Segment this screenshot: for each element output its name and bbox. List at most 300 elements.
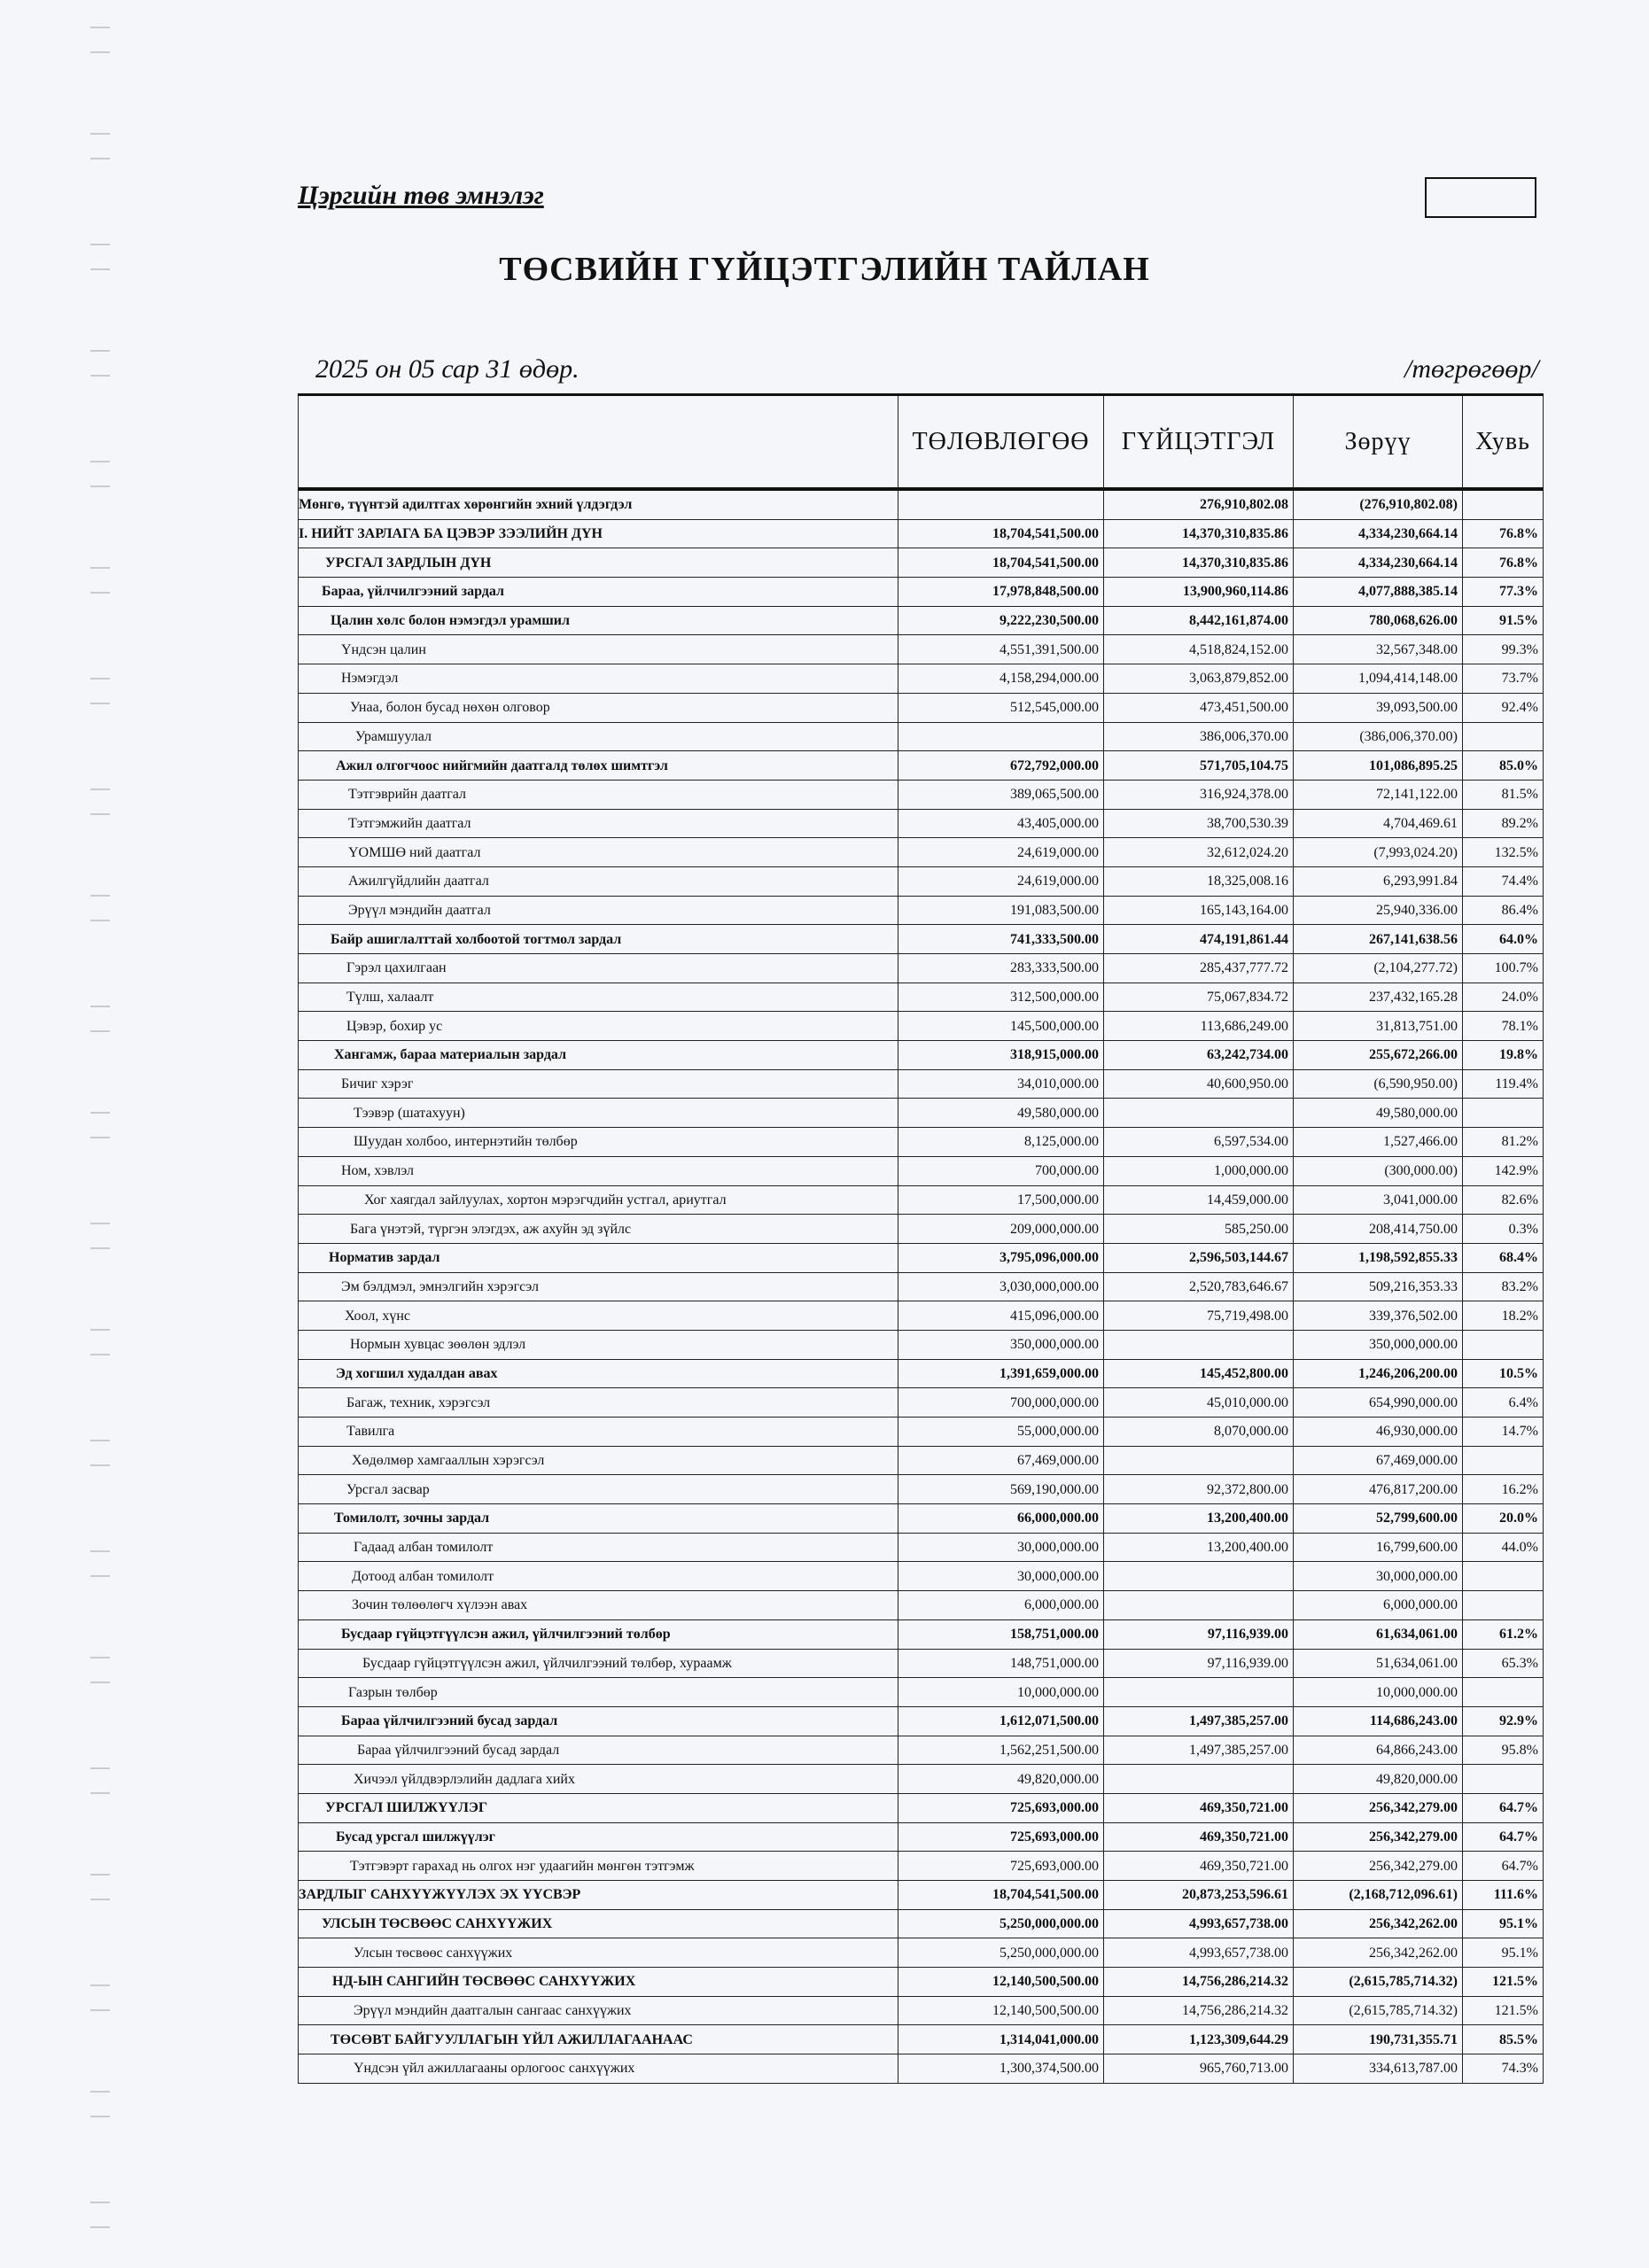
- row-plan: 415,096,000.00: [898, 1301, 1104, 1331]
- punch-mark: [90, 350, 110, 377]
- row-plan: 1,391,659,000.00: [898, 1359, 1104, 1388]
- row-plan: 3,030,000,000.00: [898, 1272, 1104, 1301]
- table-row: [299, 1822, 1544, 1852]
- punch-mark: [90, 1767, 110, 1794]
- row-difference: 4,704,469.61: [1294, 809, 1463, 838]
- row-plan: 30,000,000.00: [898, 1533, 1104, 1562]
- row-label: Тэтгэмжийн даатгал: [299, 809, 898, 838]
- row-label: Үндсэн үйл ажиллагааны орлогоос санхүүжих: [299, 2054, 898, 2084]
- row-label: Цэвэр, бохир ус: [299, 1012, 898, 1041]
- row-percent: 92.4%: [1463, 693, 1544, 722]
- table-row: [299, 896, 1544, 925]
- row-plan: 725,693,000.00: [898, 1852, 1104, 1881]
- table-row: [299, 954, 1544, 983]
- row-label: Тавилга: [299, 1418, 898, 1447]
- row-label: Бусдаар гүйцэтгүүлсэн ажил, үйлчилгээний төлбөр, хураамж: [299, 1649, 898, 1678]
- row-plan: 700,000.00: [898, 1156, 1104, 1185]
- row-actual: 474,191,861.44: [1104, 925, 1294, 954]
- row-plan: 350,000,000.00: [898, 1330, 1104, 1359]
- row-plan: 5,250,000,000.00: [898, 1909, 1104, 1938]
- row-percent: 73.7%: [1463, 664, 1544, 694]
- table-row: [299, 1852, 1544, 1881]
- table-row: [299, 1359, 1544, 1388]
- row-actual: 3,063,879,852.00: [1104, 664, 1294, 694]
- row-label: Эм бэлдмэл, эмнэлгийн хэрэгсэл: [299, 1272, 898, 1301]
- table-row: [299, 925, 1544, 954]
- row-plan: 191,083,500.00: [898, 896, 1104, 925]
- row-difference: 6,293,991.84: [1294, 866, 1463, 896]
- table-row: [299, 1504, 1544, 1534]
- row-plan: 12,140,500,500.00: [898, 1968, 1104, 1997]
- row-difference: (386,006,370.00): [1294, 722, 1463, 751]
- row-label: Хог хаягдал зайлуулах, хортон мэрэгчдийн устгал, ариутгал: [299, 1185, 898, 1215]
- row-percent: 78.1%: [1463, 1012, 1544, 1041]
- row-plan: 9,222,230,500.00: [898, 606, 1104, 635]
- table-row: [299, 1736, 1544, 1765]
- row-difference: 10,000,000.00: [1294, 1678, 1463, 1707]
- row-label: Бараа, үйлчилгээний зардал: [299, 578, 898, 607]
- row-difference: 190,731,355.71: [1294, 2025, 1463, 2054]
- row-actual: 45,010,000.00: [1104, 1388, 1294, 1418]
- row-percent: [1463, 1678, 1544, 1707]
- row-percent: 111.6%: [1463, 1881, 1544, 1910]
- row-plan: 725,693,000.00: [898, 1822, 1104, 1852]
- row-actual: 14,756,286,214.32: [1104, 1996, 1294, 2025]
- punch-mark: [90, 678, 110, 704]
- row-label: Шуудан холбоо, интернэтийн төлбөр: [299, 1128, 898, 1157]
- table-row: [299, 1156, 1544, 1185]
- row-difference: 509,216,353.33: [1294, 1272, 1463, 1301]
- row-actual: 4,993,657,738.00: [1104, 1938, 1294, 1968]
- row-plan: 1,300,374,500.00: [898, 2054, 1104, 2084]
- row-label: Урсгал засвар: [299, 1475, 898, 1504]
- row-percent: 142.9%: [1463, 1156, 1544, 1185]
- header-plan: ТӨЛӨВЛӨГӨӨ: [898, 395, 1104, 490]
- row-difference: (2,104,277.72): [1294, 954, 1463, 983]
- row-label: Бичиг хэрэг: [299, 1069, 898, 1099]
- punch-mark: [90, 1874, 110, 1900]
- row-label: УЛСЫН ТӨСВӨӨС САНХҮҮЖИХ: [299, 1909, 898, 1938]
- row-actual: 6,597,534.00: [1104, 1128, 1294, 1157]
- row-plan: 66,000,000.00: [898, 1504, 1104, 1534]
- row-actual: 469,350,721.00: [1104, 1822, 1294, 1852]
- row-plan: 10,000,000.00: [898, 1678, 1104, 1707]
- row-label: Түлш, халаалт: [299, 983, 898, 1012]
- row-percent: 121.5%: [1463, 1996, 1544, 2025]
- row-percent: 64.7%: [1463, 1793, 1544, 1822]
- row-difference: 67,469,000.00: [1294, 1446, 1463, 1475]
- row-actual: 386,006,370.00: [1104, 722, 1294, 751]
- row-actual: [1104, 1591, 1294, 1620]
- row-plan: [898, 489, 1104, 519]
- row-label: Гэрэл цахилгаан: [299, 954, 898, 983]
- row-label: Улсын төсвөөс санхүүжих: [299, 1938, 898, 1968]
- row-percent: [1463, 1591, 1544, 1620]
- punch-mark: [90, 895, 110, 921]
- row-percent: 0.3%: [1463, 1215, 1544, 1244]
- row-percent: [1463, 1765, 1544, 1794]
- row-actual: 965,760,713.00: [1104, 2054, 1294, 2084]
- row-actual: [1104, 1099, 1294, 1128]
- row-percent: 89.2%: [1463, 809, 1544, 838]
- row-difference: 1,094,414,148.00: [1294, 664, 1463, 694]
- row-label: Бараа үйлчилгээний бусад зардал: [299, 1706, 898, 1736]
- row-difference: (7,993,024.20): [1294, 838, 1463, 867]
- row-difference: 350,000,000.00: [1294, 1330, 1463, 1359]
- row-percent: 95.1%: [1463, 1938, 1544, 1968]
- row-percent: 132.5%: [1463, 838, 1544, 867]
- row-difference: 267,141,638.56: [1294, 925, 1463, 954]
- row-label: Ажилгүйдлийн даатгал: [299, 866, 898, 896]
- row-difference: 4,334,230,664.14: [1294, 519, 1463, 548]
- row-percent: 121.5%: [1463, 1968, 1544, 1997]
- row-plan: 18,704,541,500.00: [898, 1881, 1104, 1910]
- table-row: [299, 1533, 1544, 1562]
- table-row: [299, 780, 1544, 809]
- row-percent: 81.5%: [1463, 780, 1544, 809]
- table-row: [299, 722, 1544, 751]
- table-row: [299, 1041, 1544, 1070]
- table-row: [299, 1099, 1544, 1128]
- row-difference: 256,342,262.00: [1294, 1938, 1463, 1968]
- table-row: [299, 1243, 1544, 1272]
- row-actual: 276,910,802.08: [1104, 489, 1294, 519]
- row-plan: [898, 722, 1104, 751]
- punch-mark: [90, 1329, 110, 1355]
- row-percent: 16.2%: [1463, 1475, 1544, 1504]
- row-difference: 61,634,061.00: [1294, 1619, 1463, 1649]
- punch-mark: [90, 788, 110, 815]
- row-actual: 18,325,008.16: [1104, 866, 1294, 896]
- row-actual: 1,000,000.00: [1104, 1156, 1294, 1185]
- row-label: Цалин хөлс болон нэмэгдэл урамшил: [299, 606, 898, 635]
- row-label: ЗАРДЛЫГ САНХҮҮЖҮҮЛЭХ ЭХ ҮҮСВЭР: [299, 1881, 898, 1910]
- organization-name: Цэргийн төв эмнэлэг: [298, 181, 544, 210]
- punch-mark: [90, 1984, 110, 2011]
- row-plan: 49,580,000.00: [898, 1099, 1104, 1128]
- row-actual: 14,370,310,835.86: [1104, 548, 1294, 578]
- row-percent: 85.5%: [1463, 2025, 1544, 2054]
- row-difference: (2,168,712,096.61): [1294, 1881, 1463, 1910]
- table-row: [299, 635, 1544, 664]
- table-row: [299, 1938, 1544, 1968]
- header-percent: Хувь: [1463, 395, 1544, 490]
- punch-mark: [90, 1006, 110, 1032]
- row-plan: 17,500,000.00: [898, 1185, 1104, 1215]
- row-plan: 8,125,000.00: [898, 1128, 1104, 1157]
- row-plan: 569,190,000.00: [898, 1475, 1104, 1504]
- row-actual: 145,452,800.00: [1104, 1359, 1294, 1388]
- row-label: ҮОМШӨ ний даатгал: [299, 838, 898, 867]
- budget-report-table: [298, 393, 1544, 2084]
- row-label: Зочин төлөөлөгч хүлээн авах: [299, 1591, 898, 1620]
- row-plan: 55,000,000.00: [898, 1418, 1104, 1447]
- row-percent: 85.0%: [1463, 751, 1544, 781]
- row-difference: 30,000,000.00: [1294, 1562, 1463, 1591]
- table-row: [299, 1418, 1544, 1447]
- row-actual: 13,900,960,114.86: [1104, 578, 1294, 607]
- row-actual: 75,067,834.72: [1104, 983, 1294, 1012]
- row-actual: [1104, 1446, 1294, 1475]
- row-label: Ажил олгогчоос нийгмийн даатгалд төлөх шимтгэл: [299, 751, 898, 781]
- row-plan: 158,751,000.00: [898, 1619, 1104, 1649]
- row-actual: 1,497,385,257.00: [1104, 1706, 1294, 1736]
- table-row: [299, 1128, 1544, 1157]
- row-difference: 101,086,895.25: [1294, 751, 1463, 781]
- row-actual: 14,756,286,214.32: [1104, 1968, 1294, 1997]
- row-difference: 46,930,000.00: [1294, 1418, 1463, 1447]
- row-label: Эрүүл мэндийн даатгал: [299, 896, 898, 925]
- row-percent: 64.0%: [1463, 925, 1544, 954]
- row-difference: 654,990,000.00: [1294, 1388, 1463, 1418]
- row-actual: 2,596,503,144.67: [1104, 1243, 1294, 1272]
- row-plan: 30,000,000.00: [898, 1562, 1104, 1591]
- row-difference: 49,820,000.00: [1294, 1765, 1463, 1794]
- row-difference: 31,813,751.00: [1294, 1012, 1463, 1041]
- table-row: [299, 1330, 1544, 1359]
- row-actual: 316,924,378.00: [1104, 780, 1294, 809]
- table-row: [299, 1562, 1544, 1591]
- row-difference: 51,634,061.00: [1294, 1649, 1463, 1678]
- row-plan: 3,795,096,000.00: [898, 1243, 1104, 1272]
- row-actual: 165,143,164.00: [1104, 896, 1294, 925]
- row-plan: 17,978,848,500.00: [898, 578, 1104, 607]
- table-row: [299, 1706, 1544, 1736]
- table-row: [299, 809, 1544, 838]
- row-percent: 82.6%: [1463, 1185, 1544, 1215]
- row-actual: 473,451,500.00: [1104, 693, 1294, 722]
- row-percent: 44.0%: [1463, 1533, 1544, 1562]
- row-actual: 14,370,310,835.86: [1104, 519, 1294, 548]
- table-row: [299, 1591, 1544, 1620]
- table-row: [299, 519, 1544, 548]
- punch-mark: [90, 1112, 110, 1138]
- table-row: [299, 1272, 1544, 1301]
- row-actual: 1,123,309,644.29: [1104, 2025, 1294, 2054]
- row-actual: 63,242,734.00: [1104, 1041, 1294, 1070]
- row-percent: 18.2%: [1463, 1301, 1544, 1331]
- row-difference: 3,041,000.00: [1294, 1185, 1463, 1215]
- row-label: Нормын хувцас зөөлөн эдлэл: [299, 1330, 898, 1359]
- row-plan: 1,314,041,000.00: [898, 2025, 1104, 2054]
- row-percent: 92.9%: [1463, 1706, 1544, 1736]
- row-actual: 469,350,721.00: [1104, 1852, 1294, 1881]
- row-label: УРСГАЛ ЗАРДЛЫН ДҮН: [299, 548, 898, 578]
- punch-mark: [90, 2091, 110, 2117]
- row-actual: 469,350,721.00: [1104, 1793, 1294, 1822]
- row-difference: 52,799,600.00: [1294, 1504, 1463, 1534]
- table-row: [299, 1649, 1544, 1678]
- table-row: [299, 1069, 1544, 1099]
- row-difference: 1,246,206,200.00: [1294, 1359, 1463, 1388]
- table-row: [299, 2025, 1544, 2054]
- row-percent: 24.0%: [1463, 983, 1544, 1012]
- table-row: [299, 1301, 1544, 1331]
- row-difference: 237,432,165.28: [1294, 983, 1463, 1012]
- table-row: [299, 1012, 1544, 1041]
- row-plan: 24,619,000.00: [898, 866, 1104, 896]
- row-difference: 4,334,230,664.14: [1294, 548, 1463, 578]
- row-plan: 512,545,000.00: [898, 693, 1104, 722]
- row-plan: 4,158,294,000.00: [898, 664, 1104, 694]
- row-plan: 672,792,000.00: [898, 751, 1104, 781]
- header-actual: ГҮЙЦЭТГЭЛ: [1104, 395, 1294, 490]
- row-label: Хоол, хүнс: [299, 1301, 898, 1331]
- table-row: [299, 1619, 1544, 1649]
- row-difference: 334,613,787.00: [1294, 2054, 1463, 2084]
- row-percent: 81.2%: [1463, 1128, 1544, 1157]
- row-plan: 12,140,500,500.00: [898, 1996, 1104, 2025]
- row-label: Бага үнэтэй, түргэн элэгдэх, аж ахуйн эд зүйлс: [299, 1215, 898, 1244]
- punch-mark: [90, 2202, 110, 2228]
- row-percent: 83.2%: [1463, 1272, 1544, 1301]
- row-actual: 1,497,385,257.00: [1104, 1736, 1294, 1765]
- row-label: Тэтгэвэрт гарахад нь олгох нэг удаагийн мөнгөн тэтгэмж: [299, 1852, 898, 1881]
- row-plan: 6,000,000.00: [898, 1591, 1104, 1620]
- row-difference: 72,141,122.00: [1294, 780, 1463, 809]
- row-label: Мөнгө, түүнтэй адилтгах хөрөнгийн эхний үлдэгдэл: [299, 489, 898, 519]
- row-difference: 25,940,336.00: [1294, 896, 1463, 925]
- row-percent: 65.3%: [1463, 1649, 1544, 1678]
- row-percent: [1463, 1446, 1544, 1475]
- punch-mark: [90, 461, 110, 487]
- row-label: Байр ашиглалттай холбоотой тогтмол зардал: [299, 925, 898, 954]
- table-row: [299, 1909, 1544, 1938]
- table-row: [299, 1185, 1544, 1215]
- row-percent: 68.4%: [1463, 1243, 1544, 1272]
- row-label: Дотоод албан томилолт: [299, 1562, 898, 1591]
- table-row: [299, 578, 1544, 607]
- row-actual: 38,700,530.39: [1104, 809, 1294, 838]
- table-row: [299, 1765, 1544, 1794]
- row-plan: 1,562,251,500.00: [898, 1736, 1104, 1765]
- punch-mark: [90, 1550, 110, 1577]
- row-difference: 16,799,600.00: [1294, 1533, 1463, 1562]
- row-difference: 6,000,000.00: [1294, 1591, 1463, 1620]
- row-difference: 476,817,200.00: [1294, 1475, 1463, 1504]
- row-actual: 113,686,249.00: [1104, 1012, 1294, 1041]
- row-label: Хөдөлмөр хамгааллын хэрэгсэл: [299, 1446, 898, 1475]
- table-row: [299, 1446, 1544, 1475]
- row-percent: 91.5%: [1463, 606, 1544, 635]
- table-row: [299, 1475, 1544, 1504]
- row-actual: 32,612,024.20: [1104, 838, 1294, 867]
- row-percent: [1463, 1099, 1544, 1128]
- row-difference: (300,000.00): [1294, 1156, 1463, 1185]
- table-row: [299, 606, 1544, 635]
- row-actual: 97,116,939.00: [1104, 1649, 1294, 1678]
- row-percent: 95.8%: [1463, 1736, 1544, 1765]
- row-percent: 64.7%: [1463, 1852, 1544, 1881]
- stamp-box: [1425, 177, 1536, 218]
- row-actual: [1104, 1562, 1294, 1591]
- table-row: [299, 1881, 1544, 1910]
- row-percent: 10.5%: [1463, 1359, 1544, 1388]
- row-actual: 13,200,400.00: [1104, 1533, 1294, 1562]
- row-label: НД-ЫН САНГИЙН ТӨСВӨӨС САНХҮҮЖИХ: [299, 1968, 898, 1997]
- row-plan: 1,612,071,500.00: [898, 1706, 1104, 1736]
- table-row: [299, 664, 1544, 694]
- row-plan: 24,619,000.00: [898, 838, 1104, 867]
- row-difference: (276,910,802.08): [1294, 489, 1463, 519]
- row-plan: 34,010,000.00: [898, 1069, 1104, 1099]
- row-actual: 14,459,000.00: [1104, 1185, 1294, 1215]
- row-actual: 2,520,783,646.67: [1104, 1272, 1294, 1301]
- row-difference: 256,342,279.00: [1294, 1822, 1463, 1852]
- row-label: Багаж, техник, хэрэгсэл: [299, 1388, 898, 1418]
- row-percent: [1463, 489, 1544, 519]
- row-actual: 92,372,800.00: [1104, 1475, 1294, 1504]
- row-actual: 285,437,777.72: [1104, 954, 1294, 983]
- row-plan: 18,704,541,500.00: [898, 519, 1104, 548]
- currency-unit: /төгрөгөөр/: [1404, 354, 1539, 384]
- punch-mark: [90, 133, 110, 159]
- row-percent: 14.7%: [1463, 1418, 1544, 1447]
- row-actual: 75,719,498.00: [1104, 1301, 1294, 1331]
- row-actual: 40,600,950.00: [1104, 1069, 1294, 1099]
- row-percent: 95.1%: [1463, 1909, 1544, 1938]
- row-percent: 19.8%: [1463, 1041, 1544, 1070]
- row-percent: 76.8%: [1463, 519, 1544, 548]
- row-plan: 312,500,000.00: [898, 983, 1104, 1012]
- row-percent: 20.0%: [1463, 1504, 1544, 1534]
- row-actual: 97,116,939.00: [1104, 1619, 1294, 1649]
- row-label: Гадаад албан томилолт: [299, 1533, 898, 1562]
- punch-mark: [90, 27, 110, 53]
- row-difference: 339,376,502.00: [1294, 1301, 1463, 1331]
- row-percent: 74.4%: [1463, 866, 1544, 896]
- row-plan: 43,405,000.00: [898, 809, 1104, 838]
- row-label: УРСГАЛ ШИЛЖҮҮЛЭГ: [299, 1793, 898, 1822]
- row-percent: 119.4%: [1463, 1069, 1544, 1099]
- punch-mark: [90, 1440, 110, 1466]
- row-plan: 389,065,500.00: [898, 780, 1104, 809]
- row-plan: 318,915,000.00: [898, 1041, 1104, 1070]
- row-label: Эд хогшил худалдан авах: [299, 1359, 898, 1388]
- table-row: [299, 1388, 1544, 1418]
- report-date: 2025 он 05 сар 31 өдөр.: [315, 354, 579, 384]
- row-actual: 8,070,000.00: [1104, 1418, 1294, 1447]
- table-header-row: [299, 395, 1544, 490]
- row-percent: 99.3%: [1463, 635, 1544, 664]
- row-actual: 4,518,824,152.00: [1104, 635, 1294, 664]
- row-difference: 256,342,279.00: [1294, 1793, 1463, 1822]
- table-row: [299, 2054, 1544, 2084]
- row-actual: [1104, 1765, 1294, 1794]
- row-actual: 585,250.00: [1104, 1215, 1294, 1244]
- row-difference: 256,342,262.00: [1294, 1909, 1463, 1938]
- row-label: Томилолт, зочны зардал: [299, 1504, 898, 1534]
- row-label: Бусад урсгал шилжүүлэг: [299, 1822, 898, 1852]
- row-plan: 700,000,000.00: [898, 1388, 1104, 1418]
- row-label: Хичээл үйлдвэрлэлийн дадлага хийх: [299, 1765, 898, 1794]
- table-row: [299, 751, 1544, 781]
- table-row: [299, 838, 1544, 867]
- row-difference: 780,068,626.00: [1294, 606, 1463, 635]
- row-percent: 64.7%: [1463, 1822, 1544, 1852]
- row-label: Тээвэр (шатахуун): [299, 1099, 898, 1128]
- row-actual: 13,200,400.00: [1104, 1504, 1294, 1534]
- row-percent: [1463, 1562, 1544, 1591]
- row-plan: 49,820,000.00: [898, 1765, 1104, 1794]
- row-percent: 6.4%: [1463, 1388, 1544, 1418]
- table-row: [299, 1996, 1544, 2025]
- row-percent: 86.4%: [1463, 896, 1544, 925]
- table-row: [299, 866, 1544, 896]
- row-plan: 145,500,000.00: [898, 1012, 1104, 1041]
- row-percent: [1463, 1330, 1544, 1359]
- row-label: Үндсэн цалин: [299, 635, 898, 664]
